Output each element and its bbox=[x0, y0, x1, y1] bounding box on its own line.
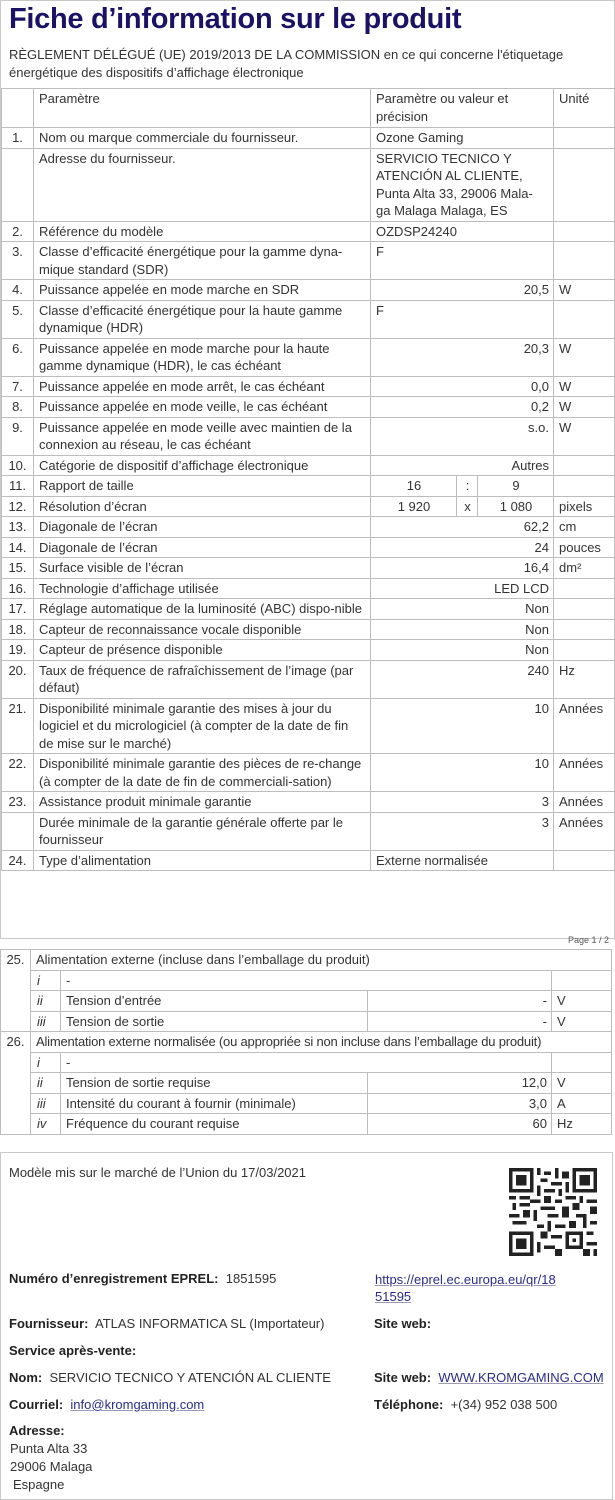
table-row bbox=[2, 128, 615, 149]
row-value: 10 bbox=[371, 698, 554, 754]
table-row bbox=[2, 517, 615, 538]
table-row bbox=[2, 300, 615, 338]
email-label: Courriel: bbox=[9, 1397, 64, 1412]
row-number: 19. bbox=[2, 640, 34, 661]
row-number: 24. bbox=[2, 850, 34, 871]
resolution-width: 1 920 bbox=[371, 496, 457, 517]
row-number: 1. bbox=[2, 128, 34, 149]
table-row bbox=[1, 970, 612, 991]
service-website-link[interactable]: WWW.KROMGAMING.COM bbox=[438, 1370, 604, 1385]
item-index: ii bbox=[31, 991, 61, 1012]
row-number: 6. bbox=[2, 338, 34, 376]
table-row bbox=[1, 1052, 612, 1073]
eprel-link-block bbox=[375, 1271, 556, 1305]
item-unit bbox=[552, 1052, 612, 1073]
row-value: 20,3 bbox=[371, 338, 554, 376]
row-unit bbox=[554, 640, 615, 661]
row-number bbox=[2, 812, 34, 850]
row-unit: W bbox=[554, 417, 615, 455]
table-row bbox=[1, 1011, 612, 1032]
row-label: Classe d’efficacité énergétique pour la gamme dyna-mique standard (SDR) bbox=[34, 242, 371, 280]
item-label: Fréquence du courant requise bbox=[61, 1114, 368, 1135]
name-label: Nom: bbox=[9, 1370, 43, 1385]
item-index: i bbox=[31, 970, 61, 991]
row-value: Ozone Gaming bbox=[371, 128, 554, 149]
table-row bbox=[2, 850, 615, 871]
row-value: SERVICIO TECNICO Y ATENCIÓN AL CLIENTE, Punta Alta 33, 29006 Mala-ga Malaga Malaga, ES bbox=[371, 148, 554, 221]
item-unit: V bbox=[552, 991, 612, 1012]
phone-label: Téléphone: bbox=[374, 1397, 444, 1412]
table-row bbox=[2, 619, 615, 640]
row-label: Diagonale de l’écran bbox=[34, 517, 371, 538]
name-value: SERVICIO TECNICO Y ATENCIÓN AL CLIENTE bbox=[49, 1370, 331, 1385]
item-index: iii bbox=[31, 1093, 61, 1114]
row-value: 0,2 bbox=[371, 397, 554, 418]
table-row bbox=[1, 1114, 612, 1135]
supplier-row bbox=[9, 1316, 324, 1331]
item-value: 12,0 bbox=[368, 1073, 552, 1094]
row-number: 11. bbox=[2, 476, 34, 497]
row-value: F bbox=[371, 300, 554, 338]
table-row bbox=[2, 698, 615, 754]
row-unit bbox=[554, 148, 615, 221]
row-unit bbox=[554, 242, 615, 280]
row-unit bbox=[554, 599, 615, 620]
row-label: Diagonale de l’écran bbox=[34, 537, 371, 558]
row-value: 0,0 bbox=[371, 376, 554, 397]
table-row bbox=[1, 1073, 612, 1094]
row-label: Surface visible de l’écran bbox=[34, 558, 371, 579]
email-link[interactable]: info@kromgaming.com bbox=[70, 1397, 205, 1412]
table-row bbox=[2, 242, 615, 280]
row-value: Non bbox=[371, 599, 554, 620]
row-number: 8. bbox=[2, 397, 34, 418]
row-number: 12. bbox=[2, 496, 34, 517]
eprel-label: Numéro d’enregistrement EPREL: bbox=[9, 1271, 219, 1286]
service-site-label: Site web: bbox=[374, 1370, 432, 1385]
eprel-number: 1851595 bbox=[225, 1271, 277, 1286]
row-number: 3. bbox=[2, 242, 34, 280]
table-row bbox=[2, 660, 615, 698]
eprel-link-line-1: https://eprel.ec.europa.eu/qr/18 bbox=[375, 1272, 556, 1287]
table-row bbox=[2, 599, 615, 620]
table-row bbox=[2, 280, 615, 301]
section-number: 25. bbox=[1, 950, 31, 1032]
table-row bbox=[2, 476, 615, 497]
row-label: Puissance appelée en mode arrêt, le cas échéant bbox=[34, 376, 371, 397]
row-label: Puissance appelée en mode marche pour la haute gamme dynamique (HDR), le cas échéant bbox=[34, 338, 371, 376]
header-num bbox=[2, 89, 34, 128]
row-value: 16,4 bbox=[371, 558, 554, 579]
row-unit bbox=[554, 619, 615, 640]
row-number: 10. bbox=[2, 455, 34, 476]
table-row bbox=[2, 496, 615, 517]
eprel-registration bbox=[9, 1271, 276, 1286]
row-label: Taux de fréquence de rafraîchissement de l’image (par défaut) bbox=[34, 660, 371, 698]
item-label: Tension de sortie requise bbox=[61, 1073, 368, 1094]
row-unit bbox=[554, 578, 615, 599]
table-header-row bbox=[2, 89, 615, 128]
row-label: Adresse du fournisseur. bbox=[34, 148, 371, 221]
row-label: Réglage automatique de la luminosité (ABC) dispo-nible bbox=[34, 599, 371, 620]
aspect-ratio-separator: : bbox=[457, 476, 478, 497]
item-value: - bbox=[368, 991, 552, 1012]
row-label: Durée minimale de la garantie générale offerte par le fournisseur bbox=[34, 812, 371, 850]
row-label: Capteur de reconnaissance vocale disponible bbox=[34, 619, 371, 640]
row-value: 3 bbox=[371, 812, 554, 850]
row-label: Résolution d’écran bbox=[34, 496, 371, 517]
item-label: Tension de sortie bbox=[61, 1011, 368, 1032]
row-unit: Hz bbox=[554, 660, 615, 698]
row-number: 13. bbox=[2, 517, 34, 538]
section-header-row bbox=[1, 1032, 612, 1053]
row-value: LED LCD bbox=[371, 578, 554, 599]
table-row bbox=[2, 417, 615, 455]
row-label: Catégorie de dispositif d’affichage électronique bbox=[34, 455, 371, 476]
row-value: Autres bbox=[371, 455, 554, 476]
address-label: Adresse: bbox=[9, 1423, 65, 1438]
row-number: 7. bbox=[2, 376, 34, 397]
table-row bbox=[1, 1093, 612, 1114]
row-label: Puissance appelée en mode veille, le cas échéant bbox=[34, 397, 371, 418]
address-heading bbox=[9, 1423, 65, 1438]
table-row bbox=[2, 558, 615, 579]
row-label: Disponibilité minimale garantie des pièces de re-change (à compter de la date de fin de commerciali-sation) bbox=[34, 754, 371, 792]
item-unit: A bbox=[552, 1093, 612, 1114]
resolution-height: 1 080 bbox=[478, 496, 554, 517]
item-label: Intensité du courant à fournir (minimale) bbox=[61, 1093, 368, 1114]
table-row bbox=[2, 640, 615, 661]
regulation-subtitle: RÈGLEMENT DÉLÉGUÉ (UE) 2019/2013 DE LA COMMISSION en ce qui concerne l'étiquetage énergétique des dispositifs d’affichage électronique bbox=[9, 47, 564, 80]
row-label: Puissance appelée en mode marche en SDR bbox=[34, 280, 371, 301]
row-value: 62,2 bbox=[371, 517, 554, 538]
section-title: Alimentation externe normalisée (ou appropriée si non incluse dans l’emballage du produit) bbox=[31, 1032, 612, 1053]
row-unit: Années bbox=[554, 812, 615, 850]
row-label: Puissance appelée en mode veille avec maintien de la connexion au réseau, le cas échéant bbox=[34, 417, 371, 455]
row-number: 9. bbox=[2, 417, 34, 455]
eprel-link-line-2: 51595 bbox=[375, 1289, 412, 1304]
table-row bbox=[2, 754, 615, 792]
header-unit: Unité bbox=[554, 89, 615, 128]
email-row bbox=[9, 1397, 204, 1412]
row-value: F bbox=[371, 242, 554, 280]
row-unit: W bbox=[554, 376, 615, 397]
row-label: Technologie d’affichage utilisée bbox=[34, 578, 371, 599]
row-unit: pixels bbox=[554, 496, 615, 517]
row-label: Assistance produit minimale garantie bbox=[34, 792, 371, 813]
item-label: - bbox=[61, 1052, 552, 1073]
row-number: 22. bbox=[2, 754, 34, 792]
row-number: 21. bbox=[2, 698, 34, 754]
section-title: Alimentation externe (incluse dans l’emballage du produit) bbox=[31, 950, 612, 971]
row-label: Nom ou marque commerciale du fournisseur. bbox=[34, 128, 371, 149]
row-label: Disponibilité minimale garantie des mises à jour du logiciel et du micrologiciel (à compter de la date de fin de mise sur le marché) bbox=[34, 698, 371, 754]
item-index: iv bbox=[31, 1114, 61, 1135]
table-row bbox=[2, 578, 615, 599]
row-value: Externe normalisée bbox=[371, 850, 554, 871]
row-unit: Années bbox=[554, 792, 615, 813]
row-unit bbox=[554, 850, 615, 871]
row-label: Type d’alimentation bbox=[34, 850, 371, 871]
header-value: Paramètre ou valeur et précision bbox=[371, 89, 554, 128]
row-unit bbox=[554, 476, 615, 497]
row-unit: dm² bbox=[554, 558, 615, 579]
eprel-qr-link[interactable] bbox=[375, 1272, 556, 1304]
service-label: Service après-vente: bbox=[9, 1343, 137, 1358]
item-index: ii bbox=[31, 1073, 61, 1094]
table-row bbox=[2, 537, 615, 558]
row-unit bbox=[554, 455, 615, 476]
row-unit: Années bbox=[554, 754, 615, 792]
row-number: 4. bbox=[2, 280, 34, 301]
section-number: 26. bbox=[1, 1032, 31, 1135]
aspect-ratio-width: 16 bbox=[371, 476, 457, 497]
row-unit: W bbox=[554, 338, 615, 376]
table-row bbox=[1, 991, 612, 1012]
page-title: Fiche d’information sur le produit bbox=[9, 3, 462, 35]
item-label: Tension d’entrée bbox=[61, 991, 368, 1012]
address-line-2: 29006 Malaga bbox=[10, 1459, 93, 1474]
row-unit bbox=[554, 300, 615, 338]
table-row bbox=[2, 338, 615, 376]
table-row bbox=[2, 148, 615, 221]
resolution-separator: x bbox=[457, 496, 478, 517]
row-unit: W bbox=[554, 397, 615, 418]
row-label: Capteur de présence disponible bbox=[34, 640, 371, 661]
table-row bbox=[2, 221, 615, 242]
table-row bbox=[2, 792, 615, 813]
market-date: Modèle mis sur le marché de l’Union du 17/03/2021 bbox=[9, 1165, 307, 1180]
item-value: 3,0 bbox=[368, 1093, 552, 1114]
row-unit bbox=[554, 221, 615, 242]
row-value: Non bbox=[371, 619, 554, 640]
row-number: 17. bbox=[2, 599, 34, 620]
supplier-info-box bbox=[0, 1152, 613, 1500]
row-unit: cm bbox=[554, 517, 615, 538]
parameters-table bbox=[1, 88, 615, 871]
row-value: 3 bbox=[371, 792, 554, 813]
row-label: Rapport de taille bbox=[34, 476, 371, 497]
row-number: 20. bbox=[2, 660, 34, 698]
row-number: 23. bbox=[2, 792, 34, 813]
aspect-ratio-height: 9 bbox=[478, 476, 554, 497]
row-unit bbox=[554, 128, 615, 149]
power-supply-table bbox=[0, 949, 612, 1135]
address-line-1: Punta Alta 33 bbox=[10, 1441, 88, 1456]
row-value: s.o. bbox=[371, 417, 554, 455]
row-number: 14. bbox=[2, 537, 34, 558]
phone-value: +(34) 952 038 500 bbox=[450, 1397, 558, 1412]
row-number: 16. bbox=[2, 578, 34, 599]
supplier-site-label: Site web: bbox=[374, 1316, 432, 1331]
item-index: i bbox=[31, 1052, 61, 1073]
after-sales-heading bbox=[9, 1343, 136, 1358]
supplier-label: Fournisseur: bbox=[9, 1316, 89, 1331]
item-unit bbox=[552, 970, 612, 991]
row-value: 20,5 bbox=[371, 280, 554, 301]
item-unit: V bbox=[552, 1011, 612, 1032]
item-label: - bbox=[61, 970, 552, 991]
supplier-site-row bbox=[374, 1316, 431, 1331]
service-name-row bbox=[9, 1370, 331, 1385]
table-row bbox=[2, 376, 615, 397]
row-value: 24 bbox=[371, 537, 554, 558]
table-row bbox=[2, 455, 615, 476]
address-line-3: Espagne bbox=[13, 1477, 65, 1492]
row-number bbox=[2, 148, 34, 221]
row-number: 15. bbox=[2, 558, 34, 579]
item-unit: V bbox=[552, 1073, 612, 1094]
page-number: Page 1 / 2 bbox=[567, 935, 609, 945]
row-unit: pouces bbox=[554, 537, 615, 558]
table-row bbox=[2, 812, 615, 850]
row-value: Non bbox=[371, 640, 554, 661]
row-number: 5. bbox=[2, 300, 34, 338]
supplier-value: ATLAS INFORMATICA SL (Importateur) bbox=[94, 1316, 325, 1331]
service-site-row bbox=[374, 1370, 604, 1385]
section-header-row bbox=[1, 950, 612, 971]
row-value: 240 bbox=[371, 660, 554, 698]
item-value: 60 bbox=[368, 1114, 552, 1135]
item-index: iii bbox=[31, 1011, 61, 1032]
row-number: 18. bbox=[2, 619, 34, 640]
row-number: 2. bbox=[2, 221, 34, 242]
row-unit: Années bbox=[554, 698, 615, 754]
row-value: 10 bbox=[371, 754, 554, 792]
item-value: - bbox=[368, 1011, 552, 1032]
row-value: OZDSP24240 bbox=[371, 221, 554, 242]
header-parameter: Paramètre bbox=[34, 89, 371, 128]
row-unit: W bbox=[554, 280, 615, 301]
row-label: Référence du modèle bbox=[34, 221, 371, 242]
qr-code-icon[interactable] bbox=[509, 1168, 597, 1256]
row-label: Classe d’efficacité énergétique pour la haute gamme dynamique (HDR) bbox=[34, 300, 371, 338]
phone-row bbox=[374, 1397, 557, 1412]
table-row bbox=[2, 397, 615, 418]
item-unit: Hz bbox=[552, 1114, 612, 1135]
